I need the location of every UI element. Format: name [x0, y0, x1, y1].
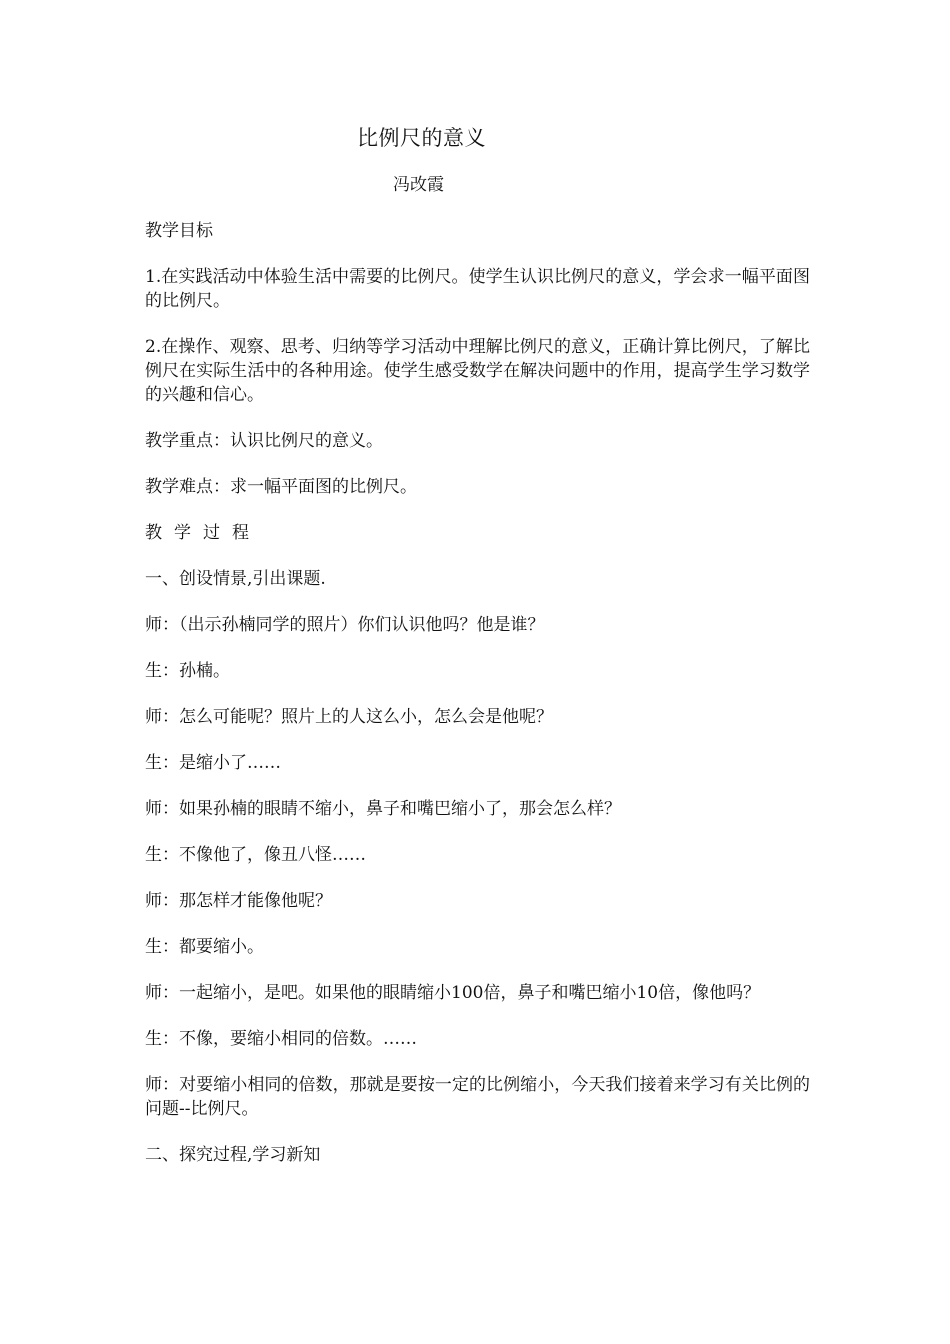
dialogue-line: 师：一起缩小，是吧。如果他的眼睛缩小100倍，鼻子和嘴巴缩小10倍，像他吗？: [145, 983, 761, 1003]
dialogue-line: 生：都要缩小。: [145, 937, 264, 957]
step-heading-2: 二、探究过程,学习新知: [145, 1145, 321, 1165]
key-point: 教学重点：认识比例尺的意义。: [145, 431, 383, 451]
section-heading-objectives: 教学目标: [145, 221, 213, 241]
dialogue-line: 师：怎么可能呢？照片上的人这么小，怎么会是他呢？: [145, 707, 553, 727]
dialogue-line: 生：不像他了，像丑八怪……: [145, 845, 366, 865]
dialogue-line: 师：（出示孙楠同学的照片）你们认识他吗？他是谁？: [145, 615, 545, 635]
dialogue-line: 师：对要缩小相同的倍数，那就是要按一定的比例缩小，今天我们接着来学习有关比例的问题--比例尺。: [145, 1075, 810, 1119]
document-author: 冯改霞: [393, 175, 444, 195]
section-heading-process: 教学过程: [145, 523, 261, 543]
dialogue-line: 生：是缩小了……: [145, 753, 281, 773]
objective-item-1: 1.在实践活动中体验生活中需要的比例尺。使学生认识比例尺的意义，学会求一幅平面图的比例尺。: [145, 267, 810, 311]
step-heading-1: 一、创设情景,引出课题.: [145, 569, 326, 589]
objective-item-2: 2.在操作、观察、思考、归纳等学习活动中理解比例尺的意义，正确计算比例尺，了解比例尺在实际生活中的各种用途。使学生感受数学在解决问题中的作用，提高学生学习数学的兴趣和信心。: [145, 337, 810, 405]
document-body: [145, 219, 810, 1189]
dialogue-line: 师：如果孙楠的眼睛不缩小，鼻子和嘴巴缩小了，那会怎么样？: [145, 799, 621, 819]
dialogue-line: 师：那怎样才能像他呢？: [145, 891, 332, 911]
dialogue-line: 生：不像，要缩小相同的倍数。……: [145, 1029, 417, 1049]
document-title: 比例尺的意义: [357, 126, 486, 150]
dialogue-line: 生：孙楠。: [145, 661, 230, 681]
difficult-point: 教学难点：求一幅平面图的比例尺。: [145, 477, 417, 497]
